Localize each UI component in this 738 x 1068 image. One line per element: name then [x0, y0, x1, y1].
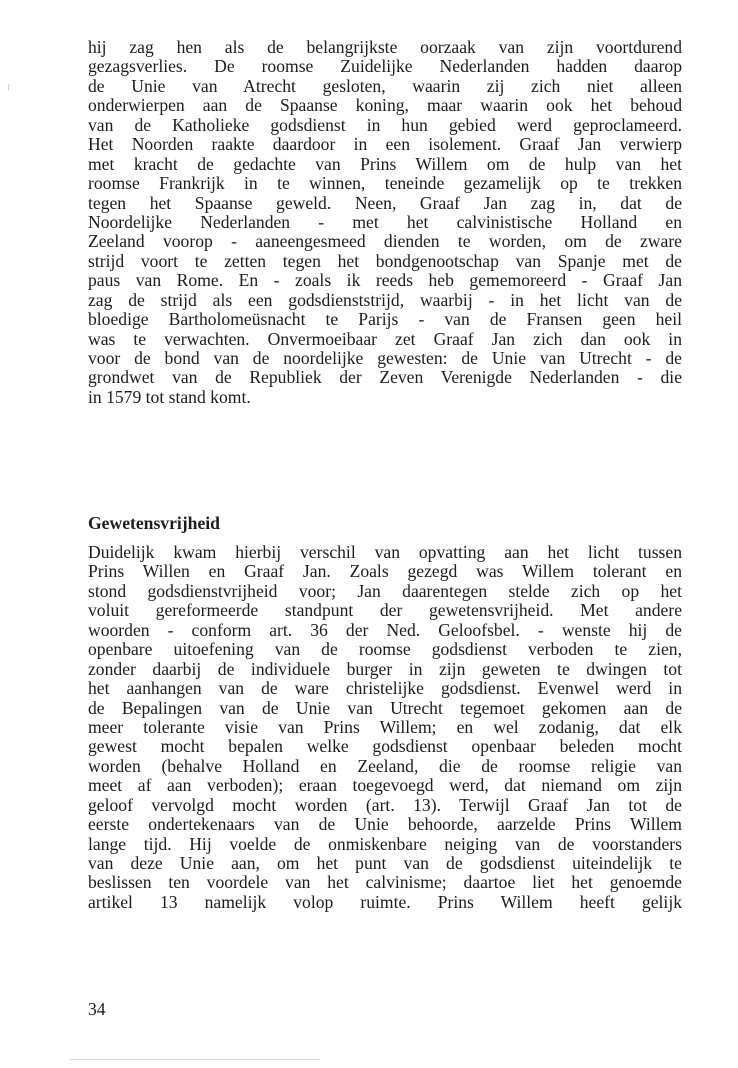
margin-mark — [8, 84, 9, 90]
text-line: Noordelijke Nederlanden - met het calvinistische Holland en — [88, 212, 682, 232]
section-heading: Gewetensvrijheid — [88, 513, 220, 533]
text-line: roomse Frankrijk in te winnen, teneinde gezamelijk op te trekken — [88, 174, 682, 194]
text-line: worden (behalve Holland en Zeeland, die de roomse religie van — [88, 756, 682, 776]
text-line: de Unie van Atrecht gesloten, waarin zij zich niet alleen — [88, 76, 682, 96]
text-line: stond godsdienstvrijheid voor; Jan daarentegen stelde zich op het — [88, 581, 682, 601]
text-line: gezagsverlies. De roomse Zuidelijke Nederlanden hadden daarop — [88, 57, 682, 77]
text-line: zag de strijd als een godsdienststrijd, waarbij - in het licht van de — [88, 290, 682, 310]
text-line: openbare uitoefening van de roomse godsdienst verboden te zien, — [88, 640, 682, 660]
text-line: beslissen ten voordele van het calvinisme; daartoe liet het genoemde — [88, 873, 682, 893]
text-line: de Bepalingen van de Unie van Utrecht tegemoet gekomen aan de — [88, 698, 682, 718]
text-line: bloedige Bartholomeüsnacht te Parijs - van de Fransen geen heil — [88, 310, 682, 330]
text-line: Prins Willen en Graaf Jan. Zoals gezegd was Willem tolerant en — [88, 562, 682, 582]
text-line: eerste ondertekenaars van de Unie behoorde, aarzelde Prins Willem — [88, 815, 682, 835]
text-line: voor de bond van de noordelijke gewesten: de Unie van Utrecht - de — [88, 349, 682, 368]
text-line: in 1579 tot stand komt. — [88, 387, 251, 407]
text-line: onderwierpen aan de Spaanse koning, maar waarin ook het behoud — [88, 96, 682, 116]
text-line: woorden - conform art. 36 der Ned. Geloofsbel. - wenste hij de — [88, 620, 682, 640]
text-line: van deze Unie aan, om het punt van de godsdienst uiteindelijk te — [88, 854, 682, 873]
text-line: het aanhangen van de ware christelijke godsdienst. Evenwel werd in — [88, 679, 682, 699]
text-line: Duidelijk kwam hierbij verschil van opvatting aan het licht tussen — [88, 543, 682, 562]
text-line: strijd voort te zetten tegen het bondgenootschap van Spanje met de — [88, 251, 682, 271]
text-line: lange tijd. Hij voelde de onmiskenbare neiging van de voorstanders — [88, 834, 682, 854]
text-line: Het Noorden raakte daardoor in een isolement. Graaf Jan verwierp — [88, 135, 682, 155]
text-line: grondwet van de Republiek der Zeven Verenigde Nederlanden - die — [88, 368, 682, 388]
text-line: geloof vervolgd mocht worden (art. 13). Terwijl Graaf Jan tot de — [88, 795, 682, 815]
text-line: voluit gereformeerde standpunt der gewetensvrijheid. Met andere — [88, 601, 682, 621]
text-line: meet af aan verboden); eraan toegevoegd werd, dat niemand om zijn — [88, 776, 682, 796]
page-number: 34 — [88, 999, 106, 1019]
text-line: zonder daarbij de individuele burger in zijn geweten te dwingen tot — [88, 659, 682, 679]
text-line: meer tolerante visie van Prins Willem; en wel zodanig, dat elk — [88, 717, 682, 737]
text-line: was te verwachten. Onvermoeibaar zet Graaf Jan zich dan ook in — [88, 329, 682, 349]
text-line: artikel 13 namelijk volop ruimte. Prins Willem heeft gelijk — [88, 892, 682, 912]
bottom-rule — [70, 1059, 320, 1060]
text-line: gewest mocht bepalen welke godsdienst openbaar beleden mocht — [88, 737, 682, 757]
text-line: Zeeland voorop - aaneengesmeed dienden te worden, om de zware — [88, 232, 682, 252]
text-line: hij zag hen als de belangrijkste oorzaak van zijn voortdurend — [88, 38, 682, 57]
text-line: van de Katholieke godsdienst in hun gebied werd geproclameerd. — [88, 115, 682, 135]
paragraph-2 — [88, 543, 682, 912]
text-line: tegen het Spaanse geweld. Neen, Graaf Jan zag in, dat de — [88, 193, 682, 213]
text-line: met kracht de gedachte van Prins Willem om de hulp van het — [88, 154, 682, 174]
paragraph-1 — [88, 38, 682, 407]
text-line: paus van Rome. En - zoals ik reeds heb gememoreerd - Graaf Jan — [88, 271, 682, 291]
